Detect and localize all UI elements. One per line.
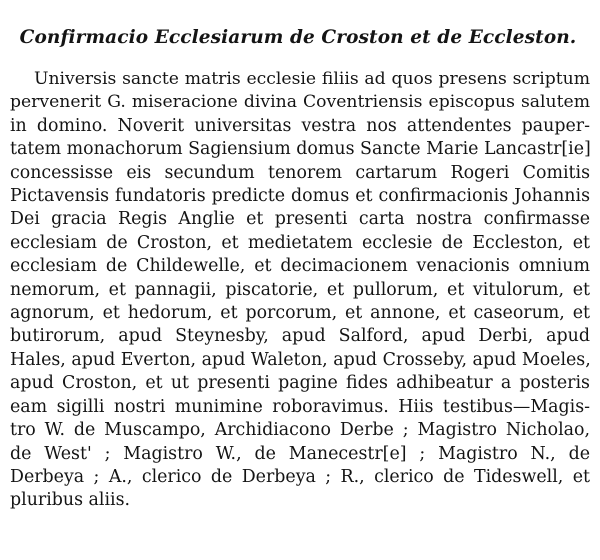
text-line-8: ecclesiam de Croston, et medietatem ecclesie de Eccleston, et: [10, 232, 590, 253]
text-line-6: Pictavensis fundatoris predicte domus et confirmacionis Johannis: [10, 186, 590, 207]
text-line-10: nemorum, et pannagii, piscatorie, et pullorum, et vitulorum, et: [10, 279, 590, 300]
text-line-16: tro W. de Muscampo, Archidiacono Derbe ; Magistro Nicholao,: [10, 420, 590, 441]
document-title: Confirmacio Ecclesiarum de Croston et de Eccleston.: [19, 27, 577, 48]
charter-text: [10, 68, 591, 513]
text-line-14: apud Croston, et ut presenti pagine fides adhibeatur a posteris: [10, 373, 590, 394]
text-line-19: pluribus aliis.: [10, 490, 131, 511]
text-line-12: butirorum, apud Steynesby, apud Salford, apud Derbi, apud: [10, 326, 590, 347]
text-line-7: Dei gracia Regis Anglie et presenti carta nostra confirmasse: [10, 209, 590, 230]
text-line-18: Derbeya ; A., clerico de Derbeya ; R., clerico de Tideswell, et: [10, 466, 590, 487]
text-line-5: concessisse eis secundum tenorem cartarum Rogeri Comitis: [10, 162, 590, 183]
text-line-11: agnorum, et hedorum, et porcorum, et annone, et caseorum, et: [10, 303, 590, 324]
text-line-13: Hales, apud Everton, apud Waleton, apud Crosseby, apud Moeles,: [10, 349, 591, 370]
text-line-15: eam sigilli nostri munimine roboravimus. Hiis testibus—Magis-: [10, 396, 590, 417]
text-line-9: ecclesiam de Childewelle, et decimacionem venacionis omnium: [10, 256, 590, 277]
text-line-17: de West' ; Magistro W., de Manecestr[e] ; Magistro N., de: [10, 443, 590, 464]
text-line-2: pervenerit G. miseracione divina Coventriensis episcopus salutem: [10, 92, 590, 113]
text-line-4: tatem monachorum Sagiensium domus Sancte Marie Lancastr[ie]: [10, 139, 591, 160]
text-line-1: Universis sancte matris ecclesie filiis ad quos presens scriptum: [34, 69, 590, 89]
text-line-3: in domino. Noverit universitas vestra nos attendentes pauper-: [10, 115, 590, 136]
